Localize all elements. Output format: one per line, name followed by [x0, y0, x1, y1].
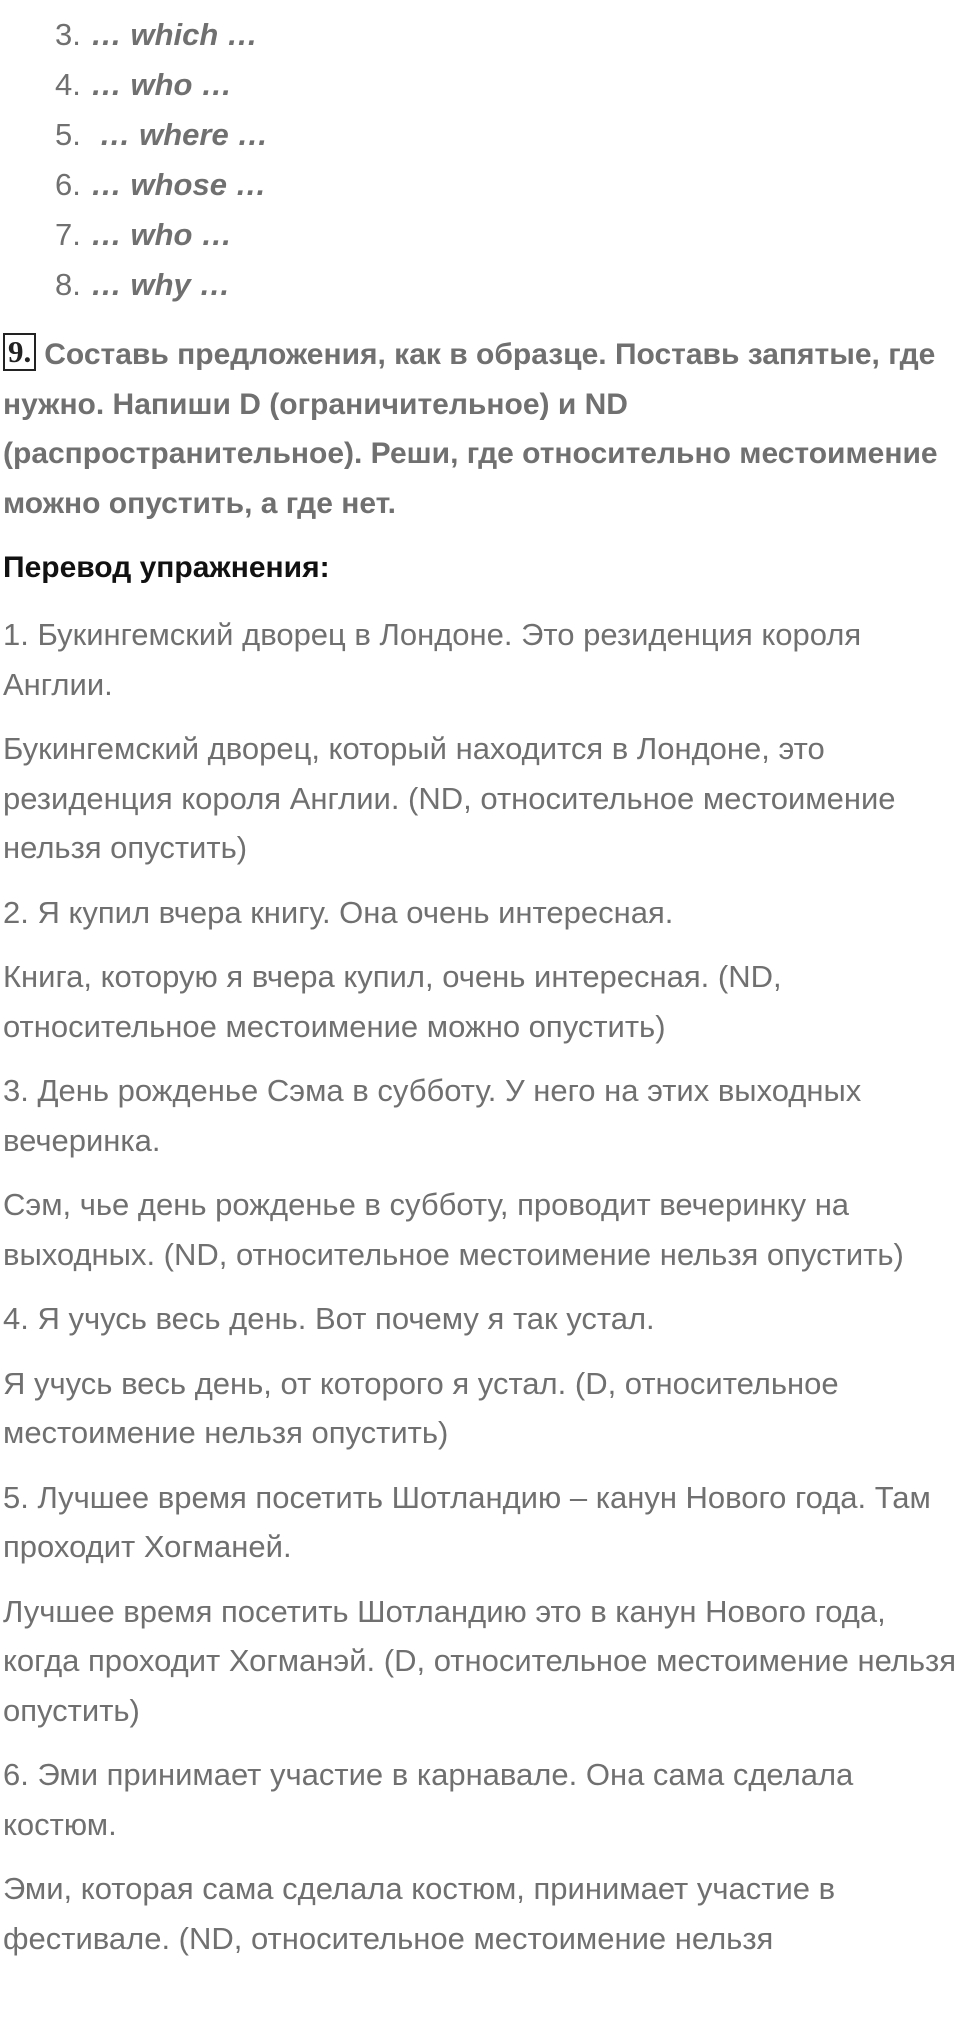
list-item: [55, 110, 268, 160]
list-item: [55, 210, 268, 260]
list-item: [55, 10, 268, 60]
item-number: 6.: [55, 167, 81, 202]
translation-heading: Перевод упражнения:: [3, 551, 330, 584]
paragraph: Сэм, чье день рожденье в субботу, проводит вечеринку на выходных. (ND, относительное местоимение нельзя опустить): [3, 1187, 904, 1272]
paragraph: 3. День рожденье Сэма в субботу. У него на этих выходных вечеринка.: [3, 1073, 862, 1158]
item-number: 8.: [55, 267, 81, 302]
list-item: [55, 160, 268, 210]
translation-body: [3, 610, 958, 1978]
paragraph: Эми, которая сама сделала костюм, принимает участие в фестивале. (ND, относительное местоимение нельзя: [3, 1871, 836, 1956]
paragraph: 2. Я купил вчера книгу. Она очень интересная.: [3, 894, 674, 930]
list-item: [55, 260, 268, 310]
answer-text: … who …: [90, 67, 233, 102]
answer-text: … which …: [90, 17, 258, 52]
task-number-badge: 9.: [3, 333, 36, 371]
answer-text: … where …: [90, 117, 269, 152]
paragraph: 6. Эми принимает участие в карнавале. Она сама сделала костюм.: [3, 1757, 854, 1842]
paragraph: Букингемский дворец, который находится в Лондоне, это резиденция короля Англии. (ND, относительное местоимение нельзя опустить): [3, 731, 896, 865]
item-number: 3.: [55, 17, 81, 52]
answer-text: … whose …: [90, 167, 267, 202]
item-number: 4.: [55, 67, 81, 102]
paragraph: Лучшее время посетить Шотландию это в канун Нового года, когда проходит Хогманэй. (D, относительное местоимение нельзя опустить): [3, 1593, 957, 1728]
task-instruction: [3, 330, 953, 528]
paragraph: 1. Букингемский дворец в Лондоне. Это резиденция короля Англии.: [3, 617, 862, 702]
paragraph: Я учусь весь день, от которого я устал. (D, относительное местоимение нельзя опустить): [3, 1365, 839, 1450]
paragraph: 4. Я учусь весь день. Вот почему я так устал.: [3, 1301, 655, 1336]
answer-text: … who …: [90, 217, 233, 252]
task-text: Составь предложения, как в образце. Поставь запятые, где нужно. Напиши D (ограничительное) и ND (распространительное). Реши, где относительно местоимение можно опустить, а где нет.: [3, 338, 938, 520]
list-item: [55, 60, 268, 110]
item-number: 7.: [55, 217, 81, 252]
paragraph: Книга, которую я вчера купил, очень интересная. (ND, относительное местоимение можно опустить): [3, 959, 782, 1044]
answer-list: [55, 10, 268, 310]
item-number: 5.: [55, 117, 81, 152]
answer-text: … why …: [90, 267, 231, 302]
paragraph: 5. Лучшее время посетить Шотландию – канун Нового года. Там проходит Хогманей.: [3, 1479, 931, 1564]
